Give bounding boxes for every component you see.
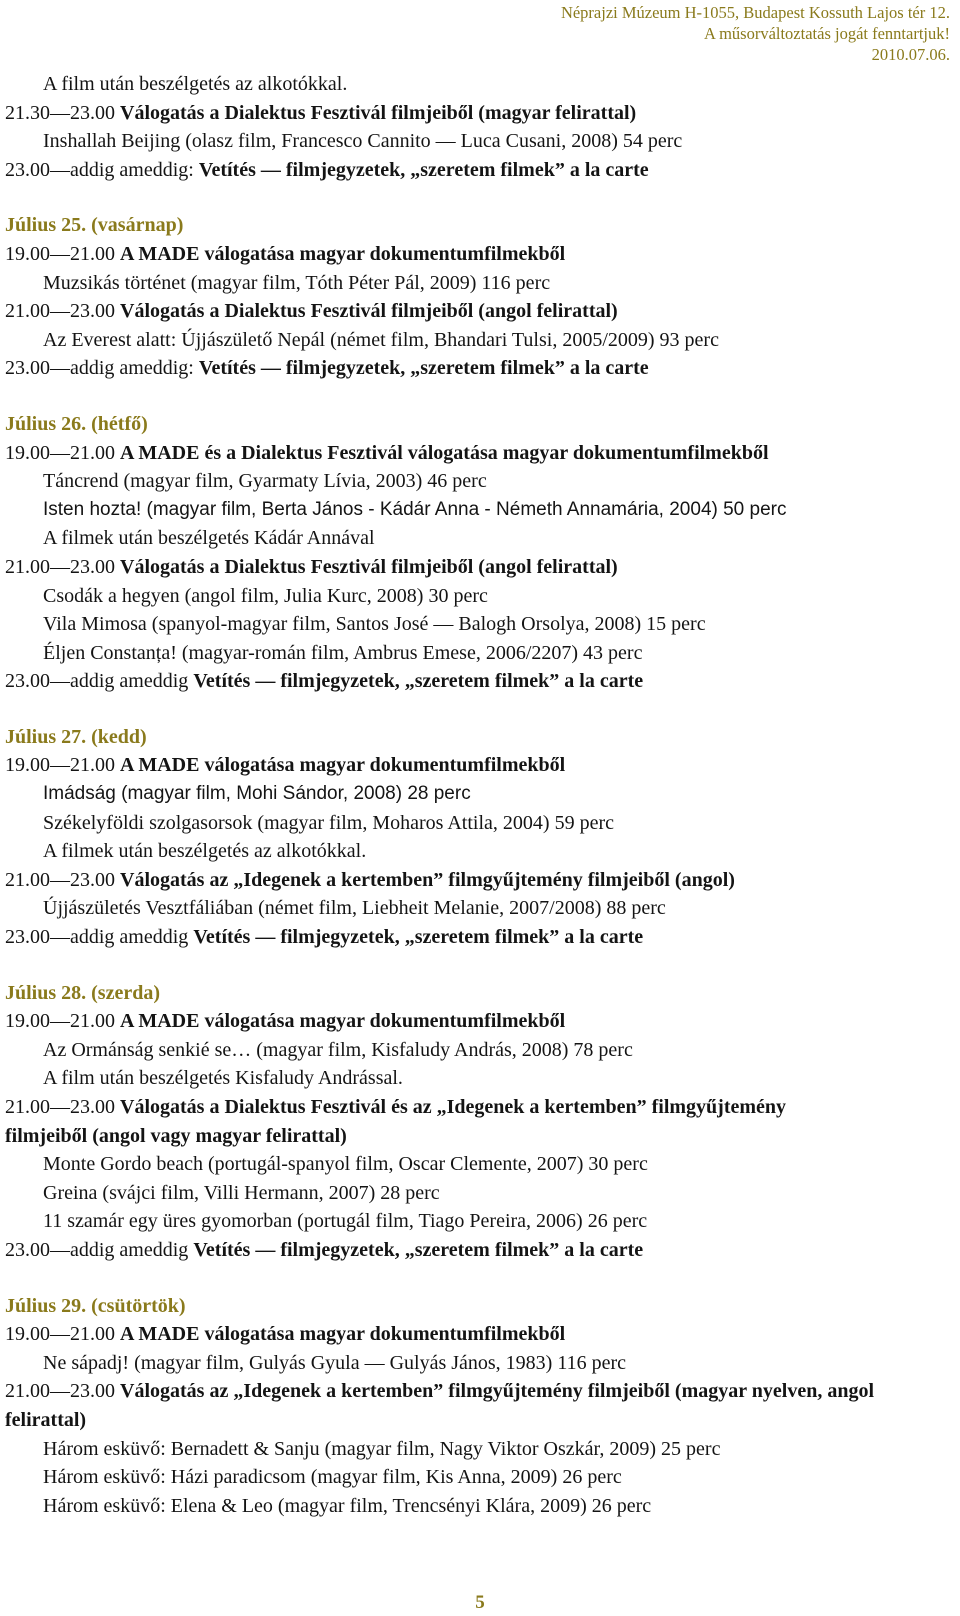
slot-time: 19.00—21.00 [5, 1010, 115, 1033]
film-entry: Monte Gordo beach (portugál-spanyol film, Oscar Clemente, 2007) 30 perc [43, 1153, 648, 1176]
slot-time: 19.00—21.00 [5, 1323, 115, 1346]
slot-title: Vetítés — filmjegyzetek, „szeretem filmek” a la carte [193, 1238, 644, 1261]
program-slot [5, 99, 950, 128]
header-address: Néprajzi Múzeum H-1055, Budapest Kossuth Lajos tér 12. [560, 3, 950, 22]
film-entry: Éljen Constanța! (magyar-román film, Ambrus Emese, 2006/2207) 43 perc [43, 641, 643, 664]
program-slot [5, 1093, 795, 1150]
day-heading: Július 28. (szerda) [5, 981, 160, 1004]
slot-time: 21.00—23.00 [5, 868, 115, 891]
program-note: A film után beszélgetés Kisfaludy Andrással. [43, 1067, 403, 1090]
slot-time: 21.00—23.00 [5, 555, 115, 578]
slot-title: A MADE válogatása magyar dokumentumfilmekből [120, 1323, 566, 1346]
slot-time: 21.30—23.00 [5, 101, 115, 124]
slot-title: A MADE válogatása magyar dokumentumfilmekből [120, 754, 566, 777]
slot-time: 23.00—addig ameddig [5, 670, 189, 693]
page-header [561, 2, 950, 65]
program-slot [5, 866, 950, 895]
film-entry: Muzsikás történet (magyar film, Tóth Péter Pál, 2009) 116 perc [43, 271, 551, 294]
program-slot [5, 1320, 950, 1349]
program-note: A filmek után beszélgetés Kádár Annával [43, 527, 375, 550]
program-slot [5, 923, 950, 952]
slot-title: Válogatás a Dialektus Fesztivál filmjeiből (magyar felirattal) [120, 101, 637, 124]
program-slot [5, 439, 950, 468]
program-slot [5, 297, 950, 326]
film-entry: Inshallah Beijing (olasz film, Francesco Cannito — Luca Cusani, 2008) 54 perc [43, 130, 683, 153]
slot-title: Vetítés — filmjegyzetek, „szeretem filmek” a la carte [193, 670, 644, 693]
slot-time: 21.00—23.00 [5, 1096, 115, 1118]
slot-time: 23.00—addig ameddig [5, 926, 189, 949]
program-slot [5, 354, 950, 383]
page-number: 5 [475, 1592, 485, 1613]
film-entry: Az Everest alatt: Újjászülető Nepál (német film, Bhandari Tulsi, 2005/2009) 93 perc [43, 328, 719, 351]
program-slot [5, 1007, 950, 1036]
day-heading: Július 26. (hétfő) [5, 412, 148, 435]
slot-time: 23.00—addig ameddig: [5, 158, 194, 181]
slot-time: 19.00—21.00 [5, 441, 115, 464]
program-slot [5, 240, 950, 269]
program-slot [5, 1236, 950, 1265]
program-note: A film után beszélgetés az alkotókkal. [43, 73, 348, 95]
program-slot [5, 156, 950, 185]
slot-time: 19.00—21.00 [5, 242, 115, 265]
program-slot [5, 667, 950, 696]
program-slot [5, 553, 950, 582]
slot-time: 23.00—addig ameddig [5, 1238, 189, 1261]
film-entry: Három esküvő: Elena & Leo (magyar film, Trencsényi Klára, 2009) 26 perc [43, 1494, 652, 1517]
slot-title: A MADE válogatása magyar dokumentumfilmekből [120, 1010, 566, 1033]
film-entry: Csodák a hegyen (angol film, Julia Kurc, 2008) 30 perc [43, 584, 488, 607]
slot-title: Válogatás az „Idegenek a kertemben” filmgyűjtemény filmjeiből (angol) [120, 868, 735, 891]
film-entry: Három esküvő: Házi paradicsom (magyar film, Kis Anna, 2009) 26 perc [43, 1466, 622, 1489]
program-schedule [5, 70, 950, 1520]
film-entry: Greina (svájci film, Villi Hermann, 2007) 28 perc [43, 1181, 440, 1204]
film-entry: Székelyföldi szolgasorsok (magyar film, Moharos Attila, 2004) 59 perc [43, 811, 614, 834]
program-slot [5, 1377, 905, 1434]
film-entry: Táncrend (magyar film, Gyarmaty Lívia, 2003) 46 perc [43, 470, 487, 493]
program-slot [5, 751, 950, 780]
slot-title: A MADE válogatása magyar dokumentumfilmekből [120, 242, 566, 265]
film-entry: Az Ormánság senkié se… (magyar film, Kisfaludy András, 2008) 78 perc [43, 1038, 633, 1061]
header-notice: A műsorváltoztatás jogát fenntartjuk! [703, 24, 950, 43]
film-entry: Ne sápadj! (magyar film, Gulyás Gyula — Gulyás János, 1983) 116 perc [43, 1351, 627, 1374]
slot-title: Vetítés — filmjegyzetek, „szeretem filmek” a la carte [198, 158, 649, 181]
slot-title: Válogatás a Dialektus Fesztivál filmjeiből (angol felirattal) [120, 555, 618, 578]
header-date: 2010.07.06. [871, 45, 950, 64]
film-entry: Imádság (magyar film, Mohi Sándor, 2008) 28 perc [43, 783, 471, 805]
day-heading: Július 25. (vasárnap) [5, 214, 184, 237]
film-entry: Újjászületés Vesztfáliában (német film, Liebheit Melanie, 2007/2008) 88 perc [43, 897, 666, 920]
slot-title: Válogatás az „Idegenek a kertemben” filmgyűjtemény filmjeiből (magyar nyelven, angol felirattal) [5, 1380, 874, 1431]
slot-title: Válogatás a Dialektus Fesztivál filmjeiből (angol felirattal) [120, 300, 618, 323]
slot-title: Válogatás a Dialektus Fesztivál és az „Idegenek a kertemben” filmgyűjtemény filmjeiből (angol vagy magyar felirattal) [5, 1096, 787, 1147]
slot-title: A MADE és a Dialektus Fesztivál válogatása magyar dokumentumfilmekből [120, 441, 769, 464]
film-entry: 11 szamár egy üres gyomorban (portugál film, Tiago Pereira, 2006) 26 perc [43, 1210, 648, 1233]
film-entry: Három esküvő: Bernadett & Sanju (magyar film, Nagy Viktor Oszkár, 2009) 25 perc [43, 1437, 721, 1460]
film-entry: Isten hozta! (magyar film, Berta János - Kádár Anna - Németh Annamária, 2004) 50 perc [43, 498, 787, 520]
slot-time: 21.00—23.00 [5, 300, 115, 323]
slot-time: 21.00—23.00 [5, 1380, 115, 1403]
slot-time: 23.00—addig ameddig: [5, 357, 194, 380]
day-heading: Július 29. (csütörtök) [5, 1294, 186, 1317]
slot-title: Vetítés — filmjegyzetek, „szeretem filmek” a la carte [193, 926, 644, 949]
film-entry: Vila Mimosa (spanyol-magyar film, Santos José — Balogh Orsolya, 2008) 15 perc [43, 613, 706, 636]
day-heading: Július 27. (kedd) [5, 725, 147, 748]
program-note: A filmek után beszélgetés az alkotókkal. [43, 840, 367, 863]
slot-title: Vetítés — filmjegyzetek, „szeretem filmek” a la carte [198, 357, 649, 380]
slot-time: 19.00—21.00 [5, 754, 115, 777]
